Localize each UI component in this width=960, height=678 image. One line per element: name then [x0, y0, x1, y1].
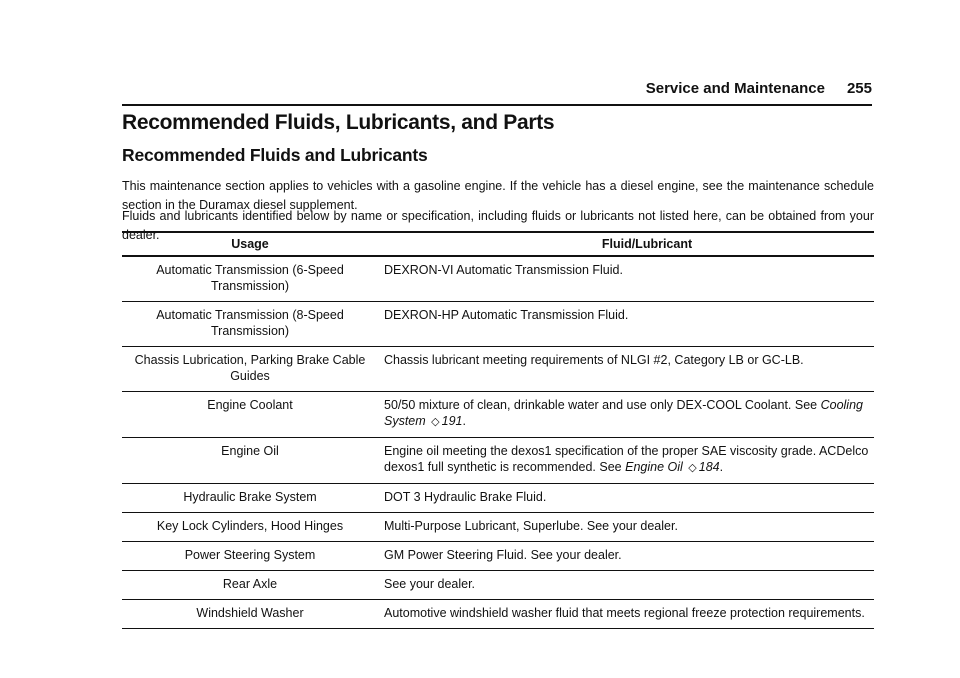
cross-reference-link[interactable]: Cooling System [384, 398, 863, 428]
usage-cell: Engine Oil [221, 444, 279, 458]
availability-paragraph: Fluids and lubricants identified below by name or specification, including fluids or lubricants not listed here, can be obtained from your dealer. [122, 209, 874, 242]
fluid-text: Automotive windshield washer fluid that meets regional freeze protection requirements. [384, 606, 865, 620]
header-rule [122, 104, 872, 106]
usage-cell: Power Steering System [184, 548, 316, 562]
fluid-text: DEXRON-VI Automatic Transmission Fluid. [384, 263, 623, 277]
usage-cell: Windshield Washer [196, 606, 304, 620]
fluids-table [122, 231, 874, 629]
table-row [122, 571, 874, 600]
table-header-row [122, 232, 874, 256]
table-row [122, 347, 874, 392]
fluid-cell [378, 542, 874, 571]
usage-cell: Rear Axle [222, 577, 278, 591]
table-row [122, 392, 874, 438]
fluid-cell [378, 600, 874, 629]
section-subtitle: Recommended Fluids and Lubricants [122, 145, 428, 165]
usage-cell: Chassis Lubrication, Parking Brake Cable Guides [134, 353, 366, 383]
usage-cell: Engine Coolant [207, 398, 293, 412]
cross-reference-link[interactable]: Engine Oil [625, 460, 683, 474]
fluid-cell [378, 571, 874, 600]
reference-page-number[interactable]: 184 [698, 460, 720, 474]
fluid-text: See your dealer. [384, 577, 476, 591]
table-row [122, 484, 874, 513]
column-header-fluid: Fluid/Lubricant [601, 237, 693, 251]
fluid-cell: 50/50 mixture of clean, drinkable water and use only DEX-COOL Coolant. See Cooling System ◇ 191. [384, 398, 863, 428]
intro-paragraph: This maintenance section applies to vehicles with a gasoline engine. If the vehicle has a diesel engine, see the maintenance schedule section in the Duramax diesel supplement. [122, 179, 874, 212]
table-row [122, 256, 874, 302]
usage-cell: Automatic Transmission (6-Speed Transmission) [156, 263, 344, 293]
table-row [122, 513, 874, 542]
section-name: Service and Maintenance [645, 80, 825, 97]
fluid-cell [378, 256, 874, 302]
reference-page-number[interactable]: 191 [441, 414, 463, 428]
fluid-text: DOT 3 Hydraulic Brake Fluid. [384, 490, 547, 504]
usage-cell: Hydraulic Brake System [183, 490, 317, 504]
fluid-cell [378, 513, 874, 542]
fluid-text: DEXRON-HP Automatic Transmission Fluid. [384, 308, 629, 322]
fluid-text: GM Power Steering Fluid. See your dealer. [384, 548, 622, 562]
table-row [122, 302, 874, 347]
page-reference-icon: ◇ [688, 462, 697, 474]
table-row [122, 438, 874, 484]
fluid-text: Multi-Purpose Lubricant, Superlube. See your dealer. [384, 519, 678, 533]
fluid-cell [378, 302, 874, 347]
fluid-text: Chassis lubricant meeting requirements of NLGI #2, Category LB or GC-LB. [384, 353, 804, 367]
fluid-text: Engine oil meeting the dexos1 specification of the proper SAE viscosity grade. ACDelco dexos1 full synthetic is recommended. See [384, 444, 869, 474]
fluid-text: 50/50 mixture of clean, drinkable water and use only DEX-COOL Coolant. See [384, 398, 818, 412]
fluid-cell: Engine oil meeting the dexos1 specification of the proper SAE viscosity grade. ACDelco dexos1 full synthetic is recommended. See Engine Oil ◇ 184. [384, 444, 869, 474]
usage-cell: Key Lock Cylinders, Hood Hinges [156, 519, 344, 533]
table-row [122, 600, 874, 629]
page-reference-icon: ◇ [431, 416, 440, 428]
usage-cell: Automatic Transmission (8-Speed Transmission) [156, 308, 344, 338]
column-header-usage: Usage [231, 237, 269, 251]
running-header [646, 80, 872, 97]
page-number: 255 [846, 80, 872, 97]
fluid-cell [378, 484, 874, 513]
fluid-cell [378, 347, 874, 392]
table-row [122, 542, 874, 571]
page-title: Recommended Fluids, Lubricants, and Parts [122, 111, 555, 134]
